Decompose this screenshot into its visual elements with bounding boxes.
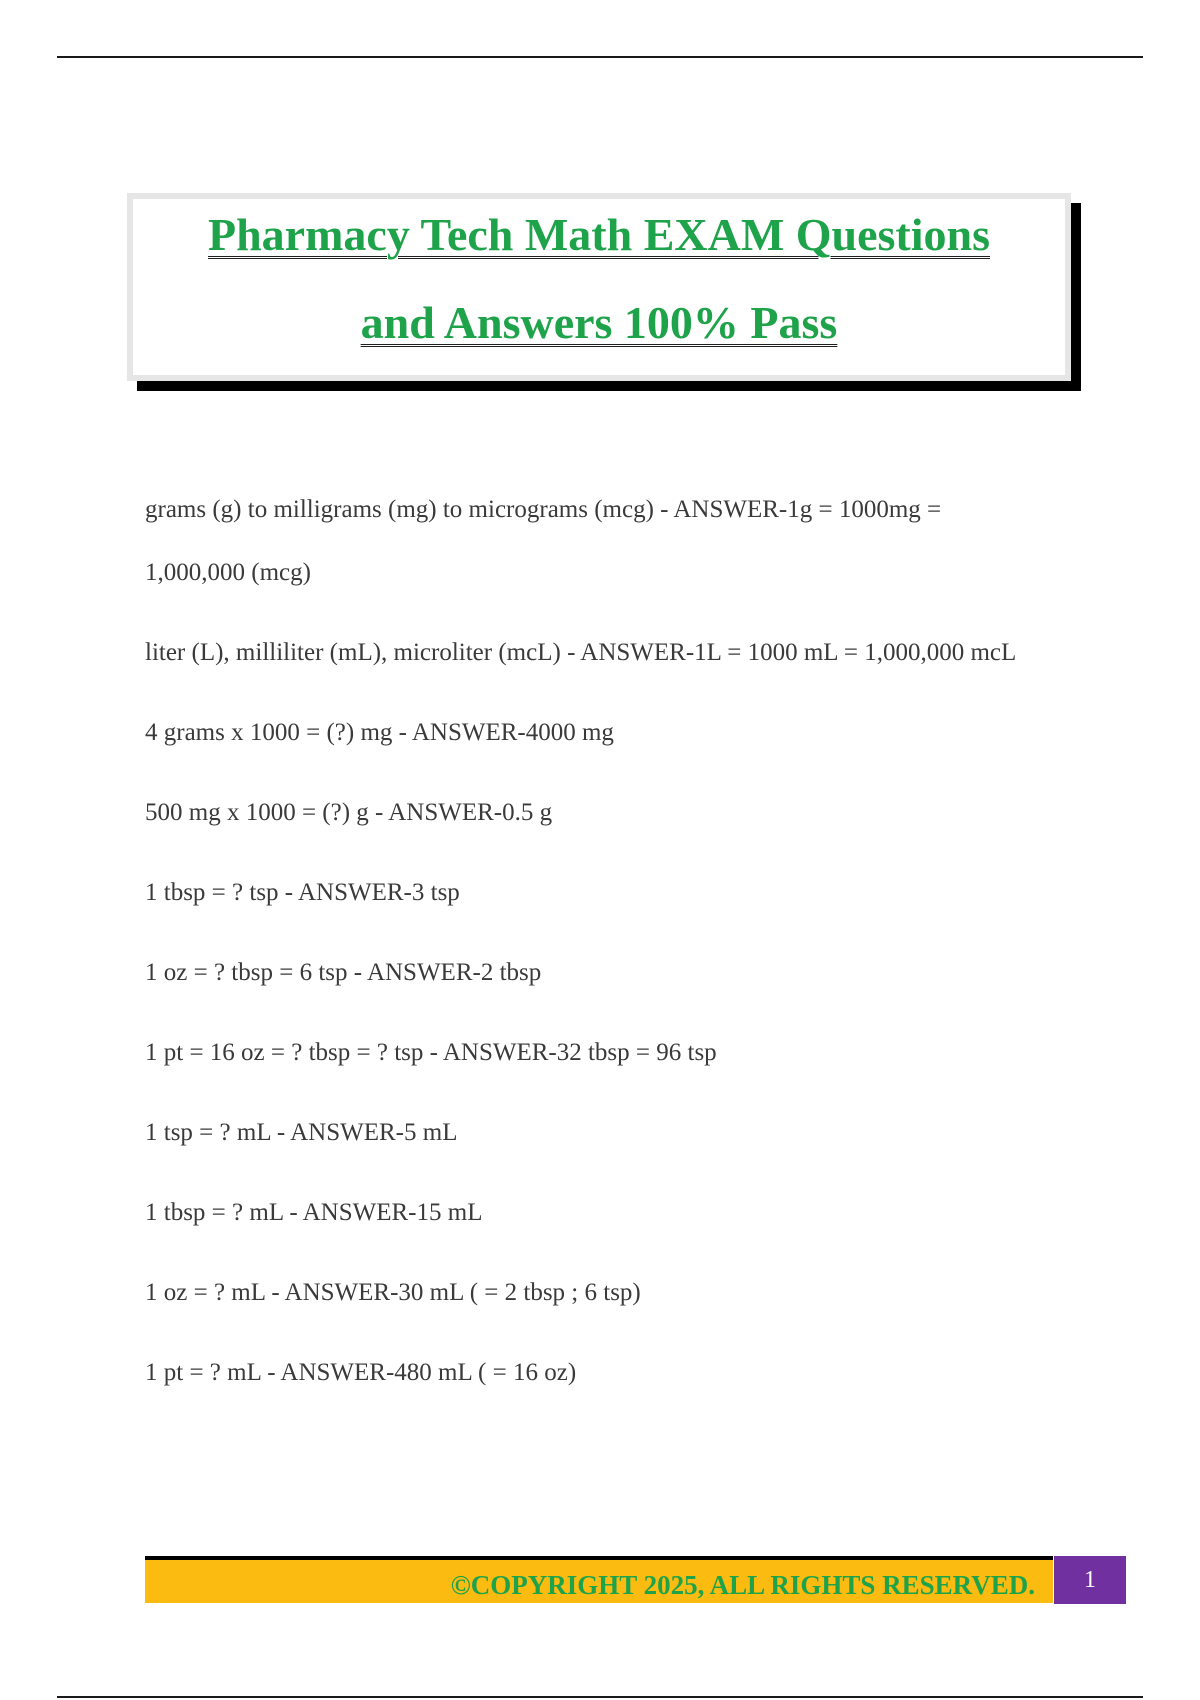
qa-answer: 2 tbsp xyxy=(480,959,542,986)
top-rule xyxy=(57,56,1143,58)
qa-item xyxy=(145,861,1045,924)
answer-marker: - ANSWER- xyxy=(368,799,503,826)
bottom-rule xyxy=(57,1696,1143,1698)
qa-item xyxy=(145,781,1045,844)
qa-answer: 1g = 1000mg = 1,000,000 (mcg) xyxy=(145,496,942,586)
qa-answer: 4000 mg xyxy=(525,719,614,746)
qa-item xyxy=(145,1021,1045,1084)
qa-answer: 480 mL ( = 16 oz) xyxy=(394,1359,577,1386)
qa-question: 1 pt = 16 oz = ? tbsp = ? tsp xyxy=(145,1039,424,1066)
answer-marker: - ANSWER- xyxy=(392,719,526,746)
answer-marker: - ANSWER- xyxy=(653,496,788,523)
copyright-text: ©COPYRIGHT 2025, ALL RIGHTS RESERVED. xyxy=(450,1570,1035,1600)
page-number-box xyxy=(1054,1556,1126,1604)
qa-item xyxy=(145,621,1045,684)
qa-question: 4 grams x 1000 = (?) mg xyxy=(145,719,393,746)
qa-question: grams (g) to milligrams (mg) to micrograms (mcg) xyxy=(145,496,654,523)
qa-answer: 1L = 1000 mL = 1,000,000 mcL xyxy=(694,639,1017,666)
qa-question: 1 pt = ? mL xyxy=(145,1359,261,1386)
qa-answer: 15 mL xyxy=(416,1199,483,1226)
qa-question: 1 tbsp = ? mL xyxy=(145,1199,284,1226)
qa-answer: 30 mL ( = 2 tbsp ; 6 tsp) xyxy=(398,1279,641,1306)
answer-marker: - ANSWER- xyxy=(278,879,412,906)
qa-item xyxy=(145,1181,1045,1244)
qa-item xyxy=(145,1101,1045,1164)
qa-question: liter (L), milliliter (mL), microliter (mcL) xyxy=(145,639,561,666)
qa-answer: 0.5 g xyxy=(502,799,553,826)
answer-marker: - ANSWER- xyxy=(423,1039,557,1066)
answer-marker: - ANSWER- xyxy=(270,1119,404,1146)
qa-answer: 32 tbsp = 96 tsp xyxy=(556,1039,717,1066)
qa-answer: 5 mL xyxy=(404,1119,458,1146)
qa-question: 1 tsp = ? mL xyxy=(145,1119,271,1146)
qa-item xyxy=(145,1261,1045,1324)
qa-question: 500 mg x 1000 = (?) g xyxy=(145,799,369,826)
answer-marker: - ANSWER- xyxy=(347,959,481,986)
answer-marker: - ANSWER- xyxy=(560,639,695,666)
qa-question: 1 oz = ? mL xyxy=(145,1279,266,1306)
document-title-line-2: and Answers 100% Pass xyxy=(360,297,838,348)
qa-item xyxy=(145,1341,1045,1404)
footer-bar xyxy=(145,1556,1053,1603)
answer-marker: - ANSWER- xyxy=(283,1199,417,1226)
answer-marker: - ANSWER- xyxy=(265,1279,399,1306)
title-box xyxy=(127,193,1071,381)
page-number: 1 xyxy=(1084,1567,1096,1593)
qa-question: 1 tbsp = ? tsp xyxy=(145,879,279,906)
qa-list xyxy=(145,478,1045,1421)
qa-item xyxy=(145,701,1045,764)
document-title-line-1: Pharmacy Tech Math EXAM Questions xyxy=(208,209,990,260)
answer-marker: - ANSWER- xyxy=(260,1359,395,1386)
qa-question: 1 oz = ? tbsp = 6 tsp xyxy=(145,959,348,986)
qa-item xyxy=(145,941,1045,1004)
qa-item xyxy=(145,478,1045,604)
qa-answer: 3 tsp xyxy=(411,879,460,906)
